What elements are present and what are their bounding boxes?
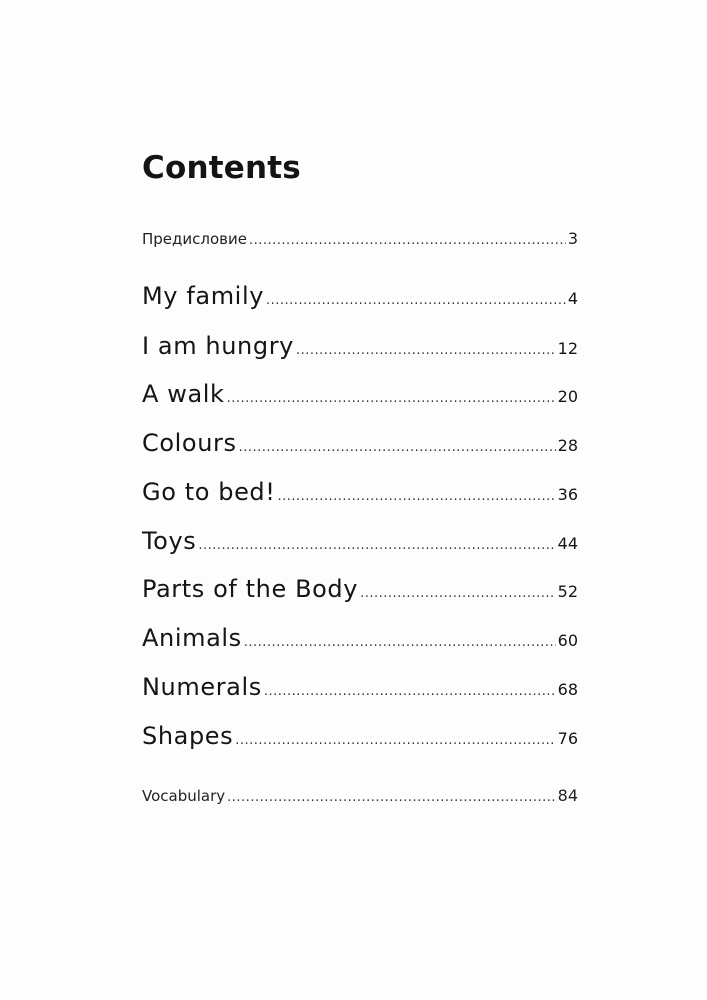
dot-leader bbox=[227, 790, 555, 805]
toc-entry-label: Shapes bbox=[142, 722, 234, 750]
toc-entry-numerals[interactable] bbox=[142, 673, 578, 701]
toc-entry-toys[interactable] bbox=[142, 527, 578, 555]
toc-entry-parts-of-the-body[interactable] bbox=[142, 575, 578, 603]
toc-entry-label: Vocabulary bbox=[142, 787, 226, 805]
toc-entry-page: 20 bbox=[557, 387, 578, 406]
toc-entry-label: I am hungry bbox=[142, 332, 294, 360]
toc-entry-page: 4 bbox=[567, 289, 578, 308]
toc-entry-label: Numerals bbox=[142, 673, 262, 701]
toc-entry-vocabulary[interactable] bbox=[142, 786, 578, 805]
toc-entry-page: 12 bbox=[557, 339, 578, 358]
dot-leader bbox=[235, 733, 555, 748]
dot-leader bbox=[264, 684, 556, 699]
toc-entry-page: 36 bbox=[557, 485, 578, 504]
toc-entry-a-walk[interactable] bbox=[142, 380, 578, 408]
toc-entry-page: 44 bbox=[557, 534, 578, 553]
dot-leader bbox=[296, 343, 556, 358]
page-title: Contents bbox=[142, 150, 301, 186]
dot-leader bbox=[360, 586, 556, 601]
toc-entry-page: 52 bbox=[557, 582, 578, 601]
toc-entry-page: 3 bbox=[567, 229, 578, 248]
toc-entry-label: Go to bed! bbox=[142, 478, 276, 506]
dot-leader bbox=[227, 391, 556, 406]
toc-entry-label: My family bbox=[142, 282, 265, 310]
toc-entry-i-am-hungry[interactable] bbox=[142, 332, 578, 360]
toc-entry-label: Colours bbox=[142, 429, 237, 457]
dot-leader bbox=[198, 538, 555, 553]
toc-entry-shapes[interactable] bbox=[142, 722, 578, 750]
toc-entry-colours[interactable] bbox=[142, 429, 578, 457]
toc-entry-label: Parts of the Body bbox=[142, 575, 359, 603]
toc-entry-go-to-bed[interactable] bbox=[142, 478, 578, 506]
dot-leader bbox=[239, 440, 556, 455]
toc-entry-animals[interactable] bbox=[142, 624, 578, 652]
toc-entry-page: 84 bbox=[557, 786, 578, 805]
toc-entry-page: 60 bbox=[557, 631, 578, 650]
toc-entry-page: 76 bbox=[557, 729, 578, 748]
toc-entry-page: 68 bbox=[557, 680, 578, 699]
dot-leader bbox=[266, 293, 566, 308]
dot-leader bbox=[278, 489, 556, 504]
toc-entry-label: Toys bbox=[142, 527, 197, 555]
toc-entry-label: Предисловие bbox=[142, 230, 247, 248]
toc-entry-page: 28 bbox=[557, 436, 578, 455]
dot-leader bbox=[249, 233, 566, 248]
toc-entry-foreword[interactable] bbox=[142, 229, 578, 248]
toc-entry-my-family[interactable] bbox=[142, 282, 578, 310]
toc-entry-label: Animals bbox=[142, 624, 242, 652]
dot-leader bbox=[244, 635, 556, 650]
toc-entry-label: A walk bbox=[142, 380, 225, 408]
